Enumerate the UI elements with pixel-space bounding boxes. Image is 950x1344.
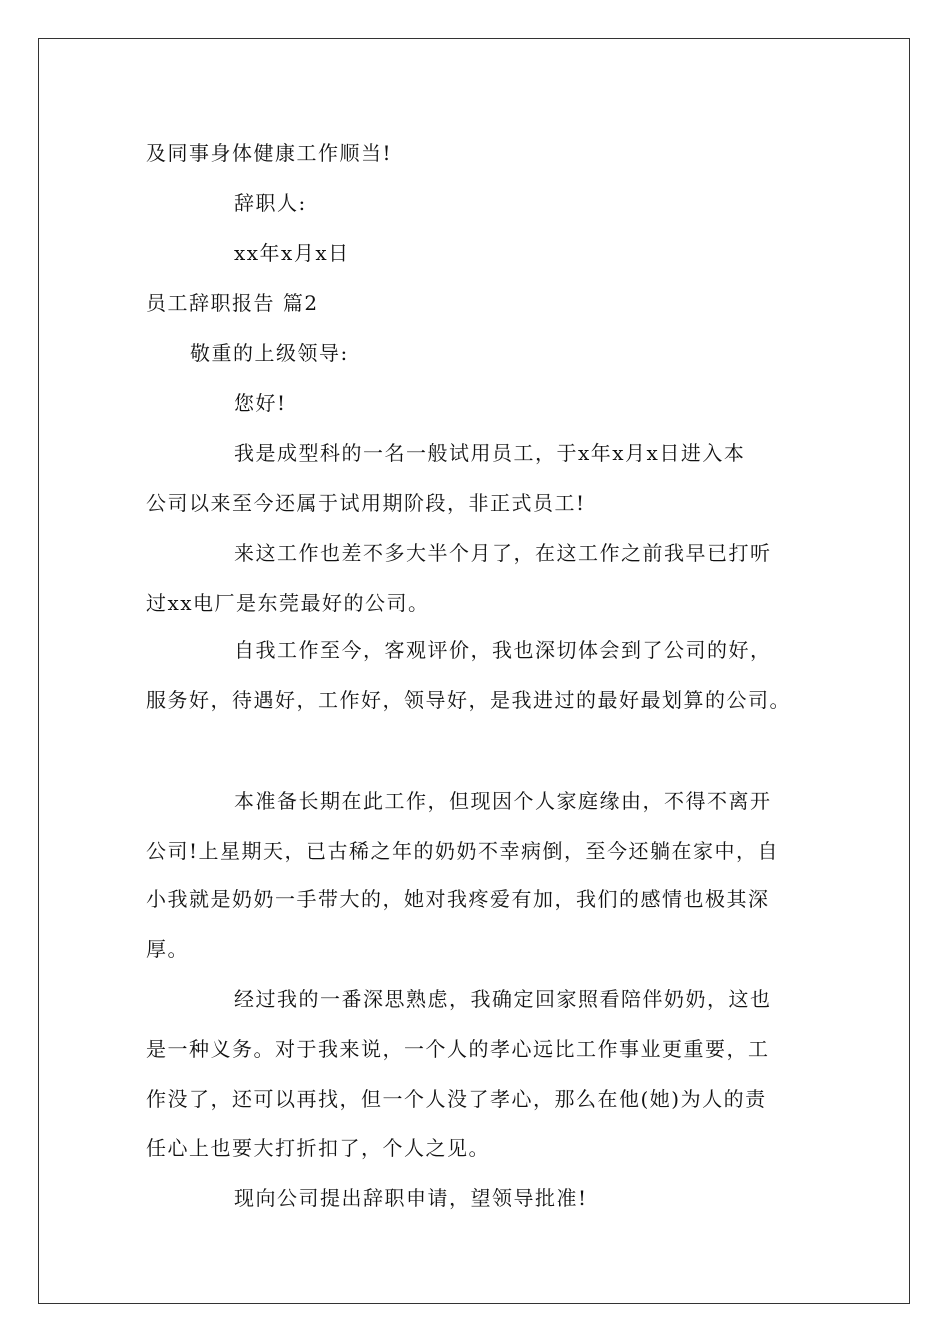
paragraph-2-line-2: 过xx电厂是东莞最好的公司。: [146, 591, 430, 615]
salutation: 敬重的上级领导:: [190, 341, 349, 365]
signature-label: 辞职人:: [234, 191, 307, 215]
paragraph-6-line-1: 现向公司提出辞职申请，望领导批准!: [234, 1186, 588, 1210]
paragraph-4-line-4: 厚。: [146, 937, 189, 961]
paragraph-1-line-2: 公司以来至今还属于试用期阶段，非正式员工!: [146, 491, 586, 515]
paragraph-3-line-2: 服务好，待遇好，工作好，领导好，是我进过的最好最划算的公司。: [146, 688, 791, 712]
greeting: 您好!: [234, 391, 287, 415]
page-frame: [38, 38, 910, 1304]
closing-line: 及同事身体健康工作顺当!: [146, 141, 393, 165]
paragraph-1-line-1: 我是成型科的一名一般试用员工，于x年x月x日进入本: [234, 441, 746, 465]
paragraph-5-line-4: 任心上也要大打折扣了，个人之见。: [146, 1136, 490, 1160]
paragraph-5-line-3: 作没了，还可以再找，但一个人没了孝心，那么在他(她)为人的责: [146, 1087, 767, 1111]
paragraph-4-line-3: 小我就是奶奶一手带大的，她对我疼爱有加，我们的感情也极其深: [146, 887, 770, 911]
paragraph-3-line-1: 自我工作至今，客观评价，我也深切体会到了公司的好，: [234, 638, 772, 662]
paragraph-2-line-1: 来这工作也差不多大半个月了，在这工作之前我早已打听: [234, 541, 772, 565]
paragraph-4-line-2: 公司!上星期天，已古稀之年的奶奶不幸病倒，至今还躺在家中，自: [146, 839, 780, 863]
date-line: xx年x月x日: [234, 241, 350, 265]
paragraph-5-line-1: 经过我的一番深思熟虑，我确定回家照看陪伴奶奶，这也: [234, 987, 772, 1011]
section-title: 员工辞职报告 篇2: [146, 291, 319, 315]
paragraph-5-line-2: 是一种义务。对于我来说，一个人的孝心远比工作事业更重要，工: [146, 1037, 770, 1061]
paragraph-4-line-1: 本准备长期在此工作，但现因个人家庭缘由，不得不离开: [234, 789, 772, 813]
